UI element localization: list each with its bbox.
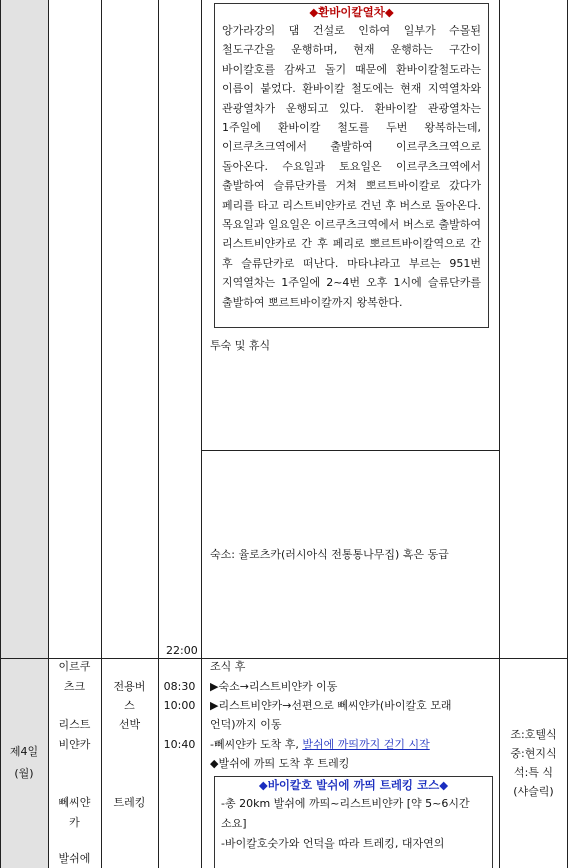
- time-text: 10:00: [163, 699, 196, 712]
- meal-text: 석:특 식: [513, 766, 554, 779]
- rest-note: 투숙 및 휴식: [210, 339, 271, 352]
- day-label: 제4일: [9, 745, 39, 758]
- grid-line-v: [201, 0, 202, 868]
- trekking-box-line: 소요]: [221, 817, 247, 830]
- schedule-line: [210, 737, 430, 752]
- schedule-line: ▶리스트비얀카→선편으로 뻬씨얀카(바이칼호 모래: [210, 699, 452, 712]
- transport-text: 트레킹: [113, 796, 146, 809]
- trekking-box-line: -바이칼호숫가와 언덕을 따라 트레킹, 대자연의: [221, 837, 445, 850]
- walk-start-link[interactable]: 발쉬에 까띄까지 걷기 시작: [302, 738, 430, 751]
- grid-line-h: [201, 450, 499, 451]
- place-text: 뻬씨얀: [58, 796, 91, 809]
- time-text: 08:30: [163, 680, 196, 693]
- transport-text: 전용버: [113, 680, 146, 693]
- circum-baikal-train-info-box: [214, 3, 489, 328]
- schedule-line: ◆발쉬에 까띄 도착 후 트레킹: [210, 757, 350, 770]
- schedule-line-text: -뻬씨얀카 도착 후,: [210, 738, 303, 751]
- place-text: 발쉬에: [58, 852, 91, 865]
- meal-text: 조:호텔식: [510, 728, 557, 741]
- place-text: 츠크: [63, 680, 86, 693]
- schedule-line: 조식 후: [210, 660, 246, 673]
- place-text: 카: [69, 816, 80, 829]
- trekking-box-line: -총 20km 발쉬에 까띄~리스트비얀카 [약 5~6시간: [221, 797, 470, 810]
- transport-text: 선박: [118, 718, 141, 731]
- day-weekday: (월): [14, 767, 34, 780]
- grid-line-v: [101, 0, 102, 868]
- place-text: 이르쿠: [58, 660, 91, 673]
- schedule-line: ▶숙소→리스트비얀카 이동: [210, 680, 338, 693]
- time-text: 10:40: [163, 738, 196, 751]
- meal-text: 중:현지식: [510, 747, 557, 760]
- transport-text: 스: [124, 699, 135, 712]
- meal-text: (샤슬릭): [513, 785, 554, 798]
- schedule-line: 언덕)까지 이동: [210, 718, 282, 731]
- day-column-shading: [0, 0, 48, 868]
- place-text: 리스트: [58, 718, 91, 731]
- grid-line-v: [0, 0, 1, 868]
- trekking-course-box: [214, 776, 493, 868]
- place-text: 비얀카: [58, 738, 91, 751]
- end-time: 22:00: [166, 644, 198, 657]
- trekking-box-title: ◆바이칼호 발쉬에 까띄 트레킹 코스◆: [258, 778, 449, 792]
- lodging-note: 숙소: 율로츠카(러시아식 전통통나무집) 혹은 동급: [210, 548, 449, 561]
- info-box-text: 앙가라강의 댐 건설로 인하여 일부가 수몰된 철도구간을 운행하며, 현재 운행하는 구간이 바이칼호를 감싸고 돌기 때문에 환바이칼철도라는 이름이 붙었다. 환바이칼 철도에는 현재 지역열차와 관광열차가 운행되고 있다. 환바이칼 관광열차는 1주일에 환바이칼 철도를 두번 왕복하는데, 이르쿠츠크역에서 출발하여 이르쿠츠크역으로 돌아온다. 수요일과 토요일은 이르쿠츠크역에서 출발하여 슬류단카를 거쳐 뽀르트바이칼로 갔다가 페리를 타고 리스트비얀카로 건넌 후 버스로 돌아온다. 목요일과 일요일은 이르쿠츠크역에서 버스로 출발하여 리스트비얀카로 간 후 페리로 뽀르트바이칼역으로 간 후 슬류단카로 떠난다. 마타냐라고 부르는 951번 지역열차는 1주일에 2~4번 오후 1시에 슬류단카를 출발하여 뽀르트바이칼까지 왕복한다.: [222, 24, 481, 309]
- info-box-title: ◆환바이칼열차◆: [309, 5, 394, 19]
